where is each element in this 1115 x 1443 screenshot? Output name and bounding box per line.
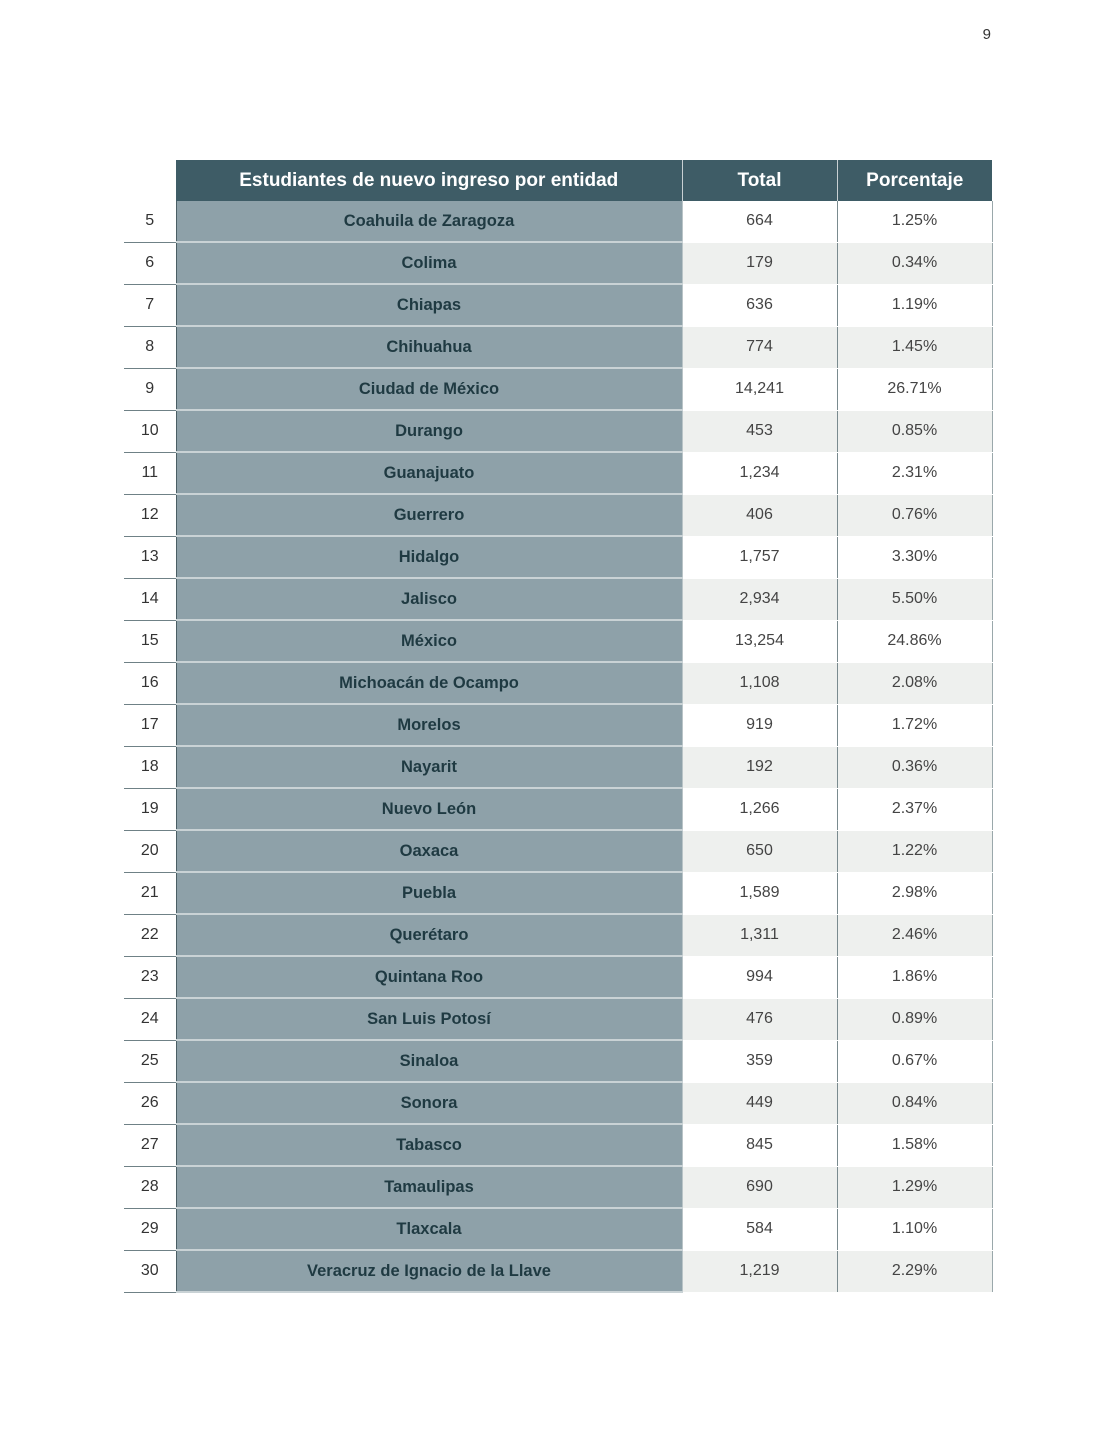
total-value: 994: [682, 956, 837, 998]
percent-value: 0.76%: [837, 494, 992, 536]
page-number: 9: [982, 26, 991, 43]
table-row: [124, 704, 992, 746]
table-row: [124, 998, 992, 1040]
row-number: 9: [124, 368, 176, 410]
entity-name: Sinaloa: [176, 1040, 682, 1082]
percent-value: 2.37%: [837, 788, 992, 830]
entity-name: Querétaro: [176, 914, 682, 956]
table-row: [124, 872, 992, 914]
header-total: Total: [682, 160, 837, 201]
total-value: 453: [682, 410, 837, 452]
percent-value: 0.34%: [837, 242, 992, 284]
table-row: [124, 410, 992, 452]
row-number: 6: [124, 242, 176, 284]
entity-name: Chihuahua: [176, 326, 682, 368]
table-row: [124, 326, 992, 368]
entity-name: Chiapas: [176, 284, 682, 326]
total-value: 650: [682, 830, 837, 872]
entity-name: Jalisco: [176, 578, 682, 620]
entity-name: Tamaulipas: [176, 1166, 682, 1208]
total-value: 192: [682, 746, 837, 788]
row-number: 26: [124, 1082, 176, 1124]
table-row: [124, 578, 992, 620]
entity-name: Ciudad de México: [176, 368, 682, 410]
header-corner: [124, 160, 176, 201]
table-header-row: [124, 160, 992, 201]
table-row: [124, 494, 992, 536]
entity-name: Tlaxcala: [176, 1208, 682, 1250]
entity-name: Tabasco: [176, 1124, 682, 1166]
row-number: 11: [124, 452, 176, 494]
total-value: 1,757: [682, 536, 837, 578]
table-row: [124, 1040, 992, 1082]
entity-name: Morelos: [176, 704, 682, 746]
percent-value: 1.19%: [837, 284, 992, 326]
total-value: 449: [682, 1082, 837, 1124]
percent-value: 3.30%: [837, 536, 992, 578]
percent-value: 2.31%: [837, 452, 992, 494]
total-value: 406: [682, 494, 837, 536]
header-entity: Estudiantes de nuevo ingreso por entidad: [176, 160, 682, 201]
entity-name: Nayarit: [176, 746, 682, 788]
row-number: 14: [124, 578, 176, 620]
table-row: [124, 242, 992, 284]
row-number: 18: [124, 746, 176, 788]
percent-value: 1.86%: [837, 956, 992, 998]
percent-value: 1.10%: [837, 1208, 992, 1250]
table-row: [124, 788, 992, 830]
row-number: 10: [124, 410, 176, 452]
percent-value: 0.36%: [837, 746, 992, 788]
total-value: 359: [682, 1040, 837, 1082]
total-value: 664: [682, 201, 837, 242]
table-row: [124, 284, 992, 326]
entity-name: Nuevo León: [176, 788, 682, 830]
row-number: 24: [124, 998, 176, 1040]
total-value: 1,311: [682, 914, 837, 956]
percent-value: 24.86%: [837, 620, 992, 662]
row-number: 5: [124, 201, 176, 242]
percent-value: 1.58%: [837, 1124, 992, 1166]
total-value: 13,254: [682, 620, 837, 662]
percent-value: 1.25%: [837, 201, 992, 242]
table-row: [124, 201, 992, 242]
total-value: 14,241: [682, 368, 837, 410]
percent-value: 1.29%: [837, 1166, 992, 1208]
enrollment-by-state-table: [124, 160, 993, 1293]
total-value: 2,934: [682, 578, 837, 620]
percent-value: 26.71%: [837, 368, 992, 410]
total-value: 919: [682, 704, 837, 746]
total-value: 636: [682, 284, 837, 326]
percent-value: 0.84%: [837, 1082, 992, 1124]
table-row: [124, 452, 992, 494]
row-number: 7: [124, 284, 176, 326]
total-value: 1,589: [682, 872, 837, 914]
total-value: 584: [682, 1208, 837, 1250]
row-number: 15: [124, 620, 176, 662]
entity-name: Quintana Roo: [176, 956, 682, 998]
row-number: 30: [124, 1250, 176, 1292]
row-number: 29: [124, 1208, 176, 1250]
percent-value: 0.85%: [837, 410, 992, 452]
percent-value: 0.89%: [837, 998, 992, 1040]
entity-name: Guerrero: [176, 494, 682, 536]
total-value: 1,108: [682, 662, 837, 704]
row-number: 28: [124, 1166, 176, 1208]
entity-name: México: [176, 620, 682, 662]
row-number: 21: [124, 872, 176, 914]
row-number: 22: [124, 914, 176, 956]
table-row: [124, 830, 992, 872]
row-number: 13: [124, 536, 176, 578]
percent-value: 2.46%: [837, 914, 992, 956]
percent-value: 2.08%: [837, 662, 992, 704]
table-row: [124, 536, 992, 578]
entity-name: Oaxaca: [176, 830, 682, 872]
table-row: [124, 914, 992, 956]
entity-name: Veracruz de Ignacio de la Llave: [176, 1250, 682, 1292]
percent-value: 5.50%: [837, 578, 992, 620]
percent-value: 1.45%: [837, 326, 992, 368]
row-number: 12: [124, 494, 176, 536]
total-value: 1,219: [682, 1250, 837, 1292]
total-value: 690: [682, 1166, 837, 1208]
entity-name: Guanajuato: [176, 452, 682, 494]
entity-name: Coahuila de Zaragoza: [176, 201, 682, 242]
table-body: [124, 201, 992, 1292]
row-number: 17: [124, 704, 176, 746]
total-value: 476: [682, 998, 837, 1040]
entity-name: Durango: [176, 410, 682, 452]
header-percent: Porcentaje: [837, 160, 992, 201]
total-value: 774: [682, 326, 837, 368]
table-row: [124, 1250, 992, 1292]
percent-value: 1.22%: [837, 830, 992, 872]
percent-value: 2.98%: [837, 872, 992, 914]
percent-value: 0.67%: [837, 1040, 992, 1082]
total-value: 1,266: [682, 788, 837, 830]
total-value: 845: [682, 1124, 837, 1166]
table-row: [124, 368, 992, 410]
table-row: [124, 1208, 992, 1250]
entity-name: Michoacán de Ocampo: [176, 662, 682, 704]
row-number: 16: [124, 662, 176, 704]
table-row: [124, 746, 992, 788]
percent-value: 2.29%: [837, 1250, 992, 1292]
entity-name: San Luis Potosí: [176, 998, 682, 1040]
row-number: 19: [124, 788, 176, 830]
percent-value: 1.72%: [837, 704, 992, 746]
table-row: [124, 956, 992, 998]
total-value: 179: [682, 242, 837, 284]
entity-name: Colima: [176, 242, 682, 284]
entity-name: Puebla: [176, 872, 682, 914]
table-row: [124, 620, 992, 662]
entity-name: Hidalgo: [176, 536, 682, 578]
row-number: 8: [124, 326, 176, 368]
total-value: 1,234: [682, 452, 837, 494]
table-row: [124, 1082, 992, 1124]
table-row: [124, 662, 992, 704]
table-row: [124, 1124, 992, 1166]
row-number: 23: [124, 956, 176, 998]
row-number: 27: [124, 1124, 176, 1166]
row-number: 25: [124, 1040, 176, 1082]
row-number: 20: [124, 830, 176, 872]
entity-name: Sonora: [176, 1082, 682, 1124]
table-row: [124, 1166, 992, 1208]
